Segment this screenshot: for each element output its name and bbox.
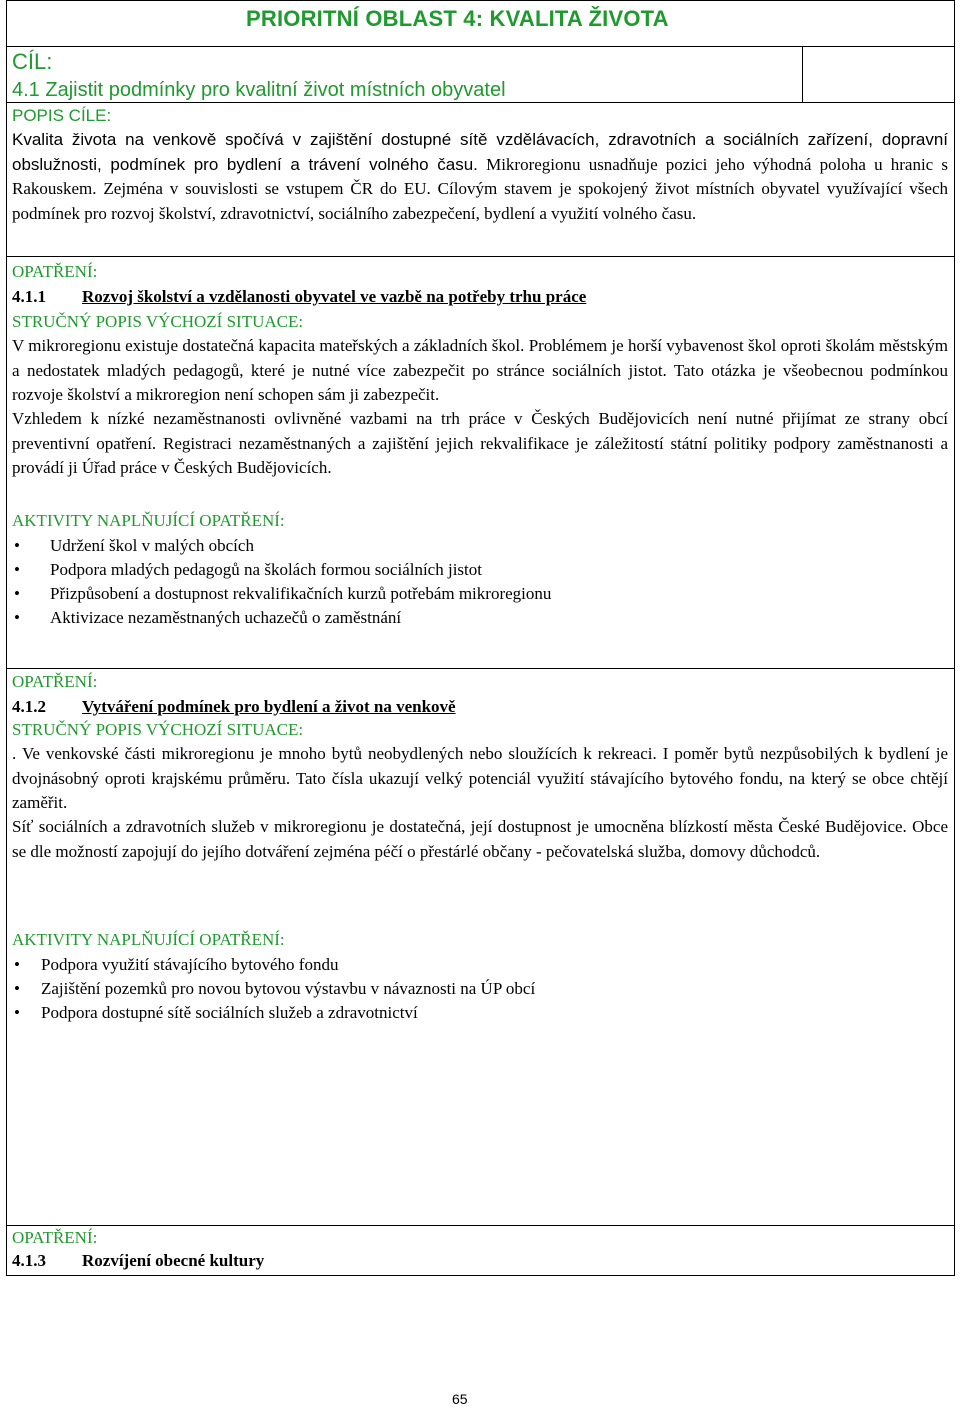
measure-3-label: OPATŘENÍ: [12, 1228, 98, 1247]
list-item: • Zajištění pozemků pro novou bytovou výstavbu v návaznosti na ÚP obcí [14, 977, 535, 1001]
measure-1-situation-p1: V mikroregionu existuje dostatečná kapacita mateřských a základních škol. Problémem je horší vybavenost škol oproti školám městským a nedostatek mladých pedagogů, které je nutné více zabezpečit po stránce sociálních jistot. Tato otázka je všeobecnou podmínkou rozvoje školství a mikroregion není schopen sám ji zabezpečit. [12, 336, 948, 404]
list-item: • Aktivizace nezaměstnaných uchazečů o zaměstnání [14, 606, 551, 630]
measure-2-title: Vytváření podmínek pro bydlení a život na venkově [82, 697, 456, 716]
measure-1-activities-label: AKTIVITY NAPLŇUJÍCÍ OPATŘENÍ: [12, 511, 285, 530]
bullet-icon: • [14, 584, 20, 603]
page-number: 65 [452, 1391, 468, 1407]
bullet-icon: • [14, 536, 20, 555]
bullet-icon: • [14, 1003, 20, 1022]
measure-1-label: OPATŘENÍ: [12, 262, 98, 281]
measure-2-number: 4.1.2 [12, 697, 46, 716]
goal-description-label: POPIS CÍLE: [12, 106, 112, 125]
goal-description-serif: Mikroregionu usnadňuje pozici jeho výhodná poloha u hranic s Rakouskem. Zejména v souvislosti se vstupem ČR do EU. Cílovým stavem je spokojený život místních obyvatel využívající všech podmínek pro rozvoj školství, zdravotnictví, sociálního zabezpečení, bydlení a využití volného času. [12, 154, 948, 223]
measure-2-situation-label: STRUČNÝ POPIS VÝCHOZÍ SITUACE: [12, 720, 304, 739]
measure-3-number: 4.1.3 [12, 1251, 46, 1270]
measure-2-situation-p1: . Ve venkovské části mikroregionu je mnoho bytů neobydlených nebo sloužících k rekreaci. I poměr bytů nezpůsobilých k bydlení je dvojnásobný oproti krajskému průměru. Tato čísla ukazují velký potenciál využití stávajícího bytového fondu, na který se obce chtějí zaměřit. [12, 744, 948, 812]
list-item: • Podpora využití stávajícího bytového fondu [14, 953, 535, 977]
measure-2-activities-list [14, 953, 535, 1025]
measure-1-activities-list [14, 534, 551, 630]
measure-1-number: 4.1.1 [12, 287, 46, 306]
measure-1-situation-p2: Vzhledem k nízké nezaměstnanosti ovlivněné vazbami na trh práce v Českých Budějovicích není nutné přijímat ze strany obcí preventivní opatření. Registraci nezaměstnaných a zajištění jejich rekvalifikace je záležitostí státní politiky podpory zaměstnanosti a provádí ji Úřad práce v Českých Budějovicích. [12, 409, 948, 477]
measure-3-heading [12, 1251, 264, 1271]
list-item: • Podpora mladých pedagogů na školách formou sociálních jistot [14, 558, 551, 582]
goal-side-cell [802, 46, 955, 103]
list-item: • Přizpůsobení a dostupnost rekvalifikačních kurzů potřebám mikroregionu [14, 582, 551, 606]
measure-1-title: Rozvoj školství a vzdělanosti obyvatel ve vazbě na potřeby trhu práce [82, 287, 587, 306]
goal-title: 4.1 Zajistit podmínky pro kvalitní život místních obyvatel [12, 79, 506, 101]
measure-3-title: Rozvíjení obecné kultury [82, 1251, 265, 1270]
list-item: • Udržení škol v malých obcích [14, 534, 551, 558]
measure-2-situation-p2: Síť sociálních a zdravotních služeb v mikroregionu je dostatečná, její dostupnost je umocněna blízkostí města České Budějovice. Obce se dle možností zapojují do jejího dotváření zejména péčí o přestárlé občany - pečovatelská služba, domovy důchodců. [12, 817, 948, 861]
measure-2-label: OPATŘENÍ: [12, 672, 98, 691]
priority-area-title: PRIORITNÍ OBLAST 4: KVALITA ŽIVOTA [246, 6, 669, 31]
bullet-icon: • [14, 955, 20, 974]
bullet-icon: • [14, 560, 20, 579]
measure-1-situation-label: STRUČNÝ POPIS VÝCHOZÍ SITUACE: [12, 312, 304, 331]
measure-2-activities-label: AKTIVITY NAPLŇUJÍCÍ OPATŘENÍ: [12, 930, 285, 949]
bullet-icon: • [14, 608, 20, 627]
bullet-icon: • [14, 979, 20, 998]
goal-description-text [12, 128, 948, 226]
goal-label: CÍL: [12, 49, 53, 74]
list-item: • Podpora dostupné sítě sociálních služeb a zdravotnictví [14, 1001, 535, 1025]
measure-2-heading [12, 697, 456, 717]
measure-1-heading [12, 287, 586, 307]
goal-description-sans: Kvalita života na venkově spočívá v zajištění dostupné sítě vzdělávacích, zdravotních a sociálních zařízení, dopravní obslužnosti, podmínek pro bydlení a trávení volného času. [12, 130, 948, 174]
